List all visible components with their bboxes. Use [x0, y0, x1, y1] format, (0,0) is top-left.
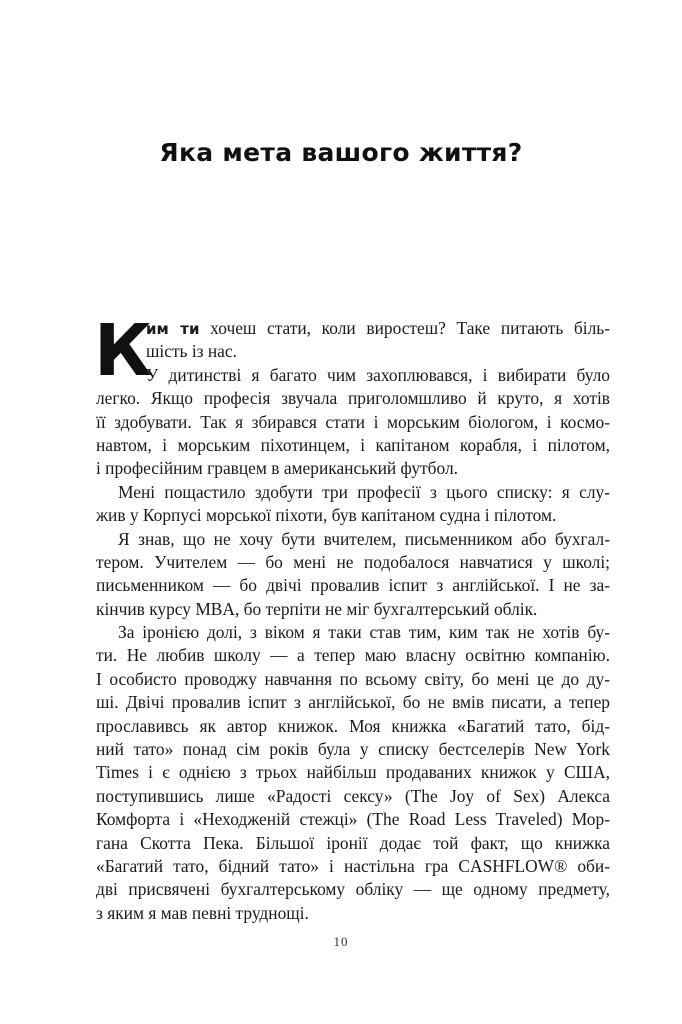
- text-line-rest: хочеш стати, коли виростеш? Таке питають біль-: [199, 318, 610, 338]
- text-line: легко. Якщо професія звучала приголомшливо й круто, я хотів: [96, 388, 610, 409]
- text-line: [146, 317, 610, 340]
- text-line: її здобувати. Так я збирався стати і морським біологом, і космо-: [96, 411, 610, 432]
- lead-in: им ти: [146, 320, 200, 338]
- text-line: ти. Не любив школу — а тепер маю власну освітню компанію.: [96, 645, 610, 666]
- text-line: кінчив курсу MBA, бо терпіти не міг бухгалтерський облік.: [96, 598, 538, 619]
- text-line: поступившись лише «Радості сексу» (The Joy of Sex) Алекса: [96, 785, 610, 806]
- text-line: навтом, і морським піхотинцем, і капітаном корабля, і пілотом,: [96, 434, 610, 455]
- text-line: ний тато» понад сім років була у списку бестселерів New York: [96, 739, 610, 760]
- text-line: Мені пощастило здобути три професії з цього списку: я слу-: [118, 481, 610, 502]
- text-line: письменником — бо двічі провалив іспит з англійської. І не за-: [96, 575, 610, 596]
- chapter-title: Яка мета вашого життя?: [159, 138, 523, 167]
- text-line: Комфорта і «Неходженій стежці» (The Road Less Traveled) Мор-: [96, 809, 610, 830]
- text-line: тером. Учителем — бо мені не подобалося навчатися у школі;: [96, 551, 610, 572]
- text-line: Times і є однією з трьох найбільш продаваних книжок у США,: [96, 762, 610, 783]
- text-line: Я знав, що не хочу бути вчителем, письменником або бухгал-: [118, 528, 610, 549]
- text-line: прославивсь як автор книжок. Моя книжка «Багатий тато, бід-: [96, 715, 610, 736]
- text-line: ші. Двічі провалив іспит з англійської, бо не вмів писати, а тепер: [96, 692, 610, 713]
- body-text: [94, 309, 610, 925]
- drop-cap: К: [94, 309, 153, 392]
- text-line: дві присвячені бухгалтерському обліку — ще одному предмету,: [96, 879, 610, 900]
- text-line: жив у Корпусі морської піхоти, був капітаном судна і пілотом.: [96, 505, 557, 526]
- text-line: «Багатий тато, бідний тато» і настільна гра CASHFLOW® оби-: [96, 855, 610, 876]
- page-number: 10: [333, 934, 349, 949]
- text-line: і професійним гравцем в американський футбол.: [96, 458, 459, 479]
- text-line: гана Скотта Пека. Більшої іронії додає той факт, що книжка: [96, 832, 610, 853]
- text-line: з яким я мав певні труднощі.: [96, 902, 309, 923]
- text-line: У дитинстві я багато чим захоплювався, і вибирати було: [146, 364, 610, 385]
- text-line: шість із нас.: [146, 341, 237, 362]
- text-line: І особисто проводжу навчання по всьому світу, бо мені це до ду-: [96, 668, 610, 689]
- text-line: За іронією долі, з віком я таки став тим, ким так не хотів бу-: [118, 622, 610, 643]
